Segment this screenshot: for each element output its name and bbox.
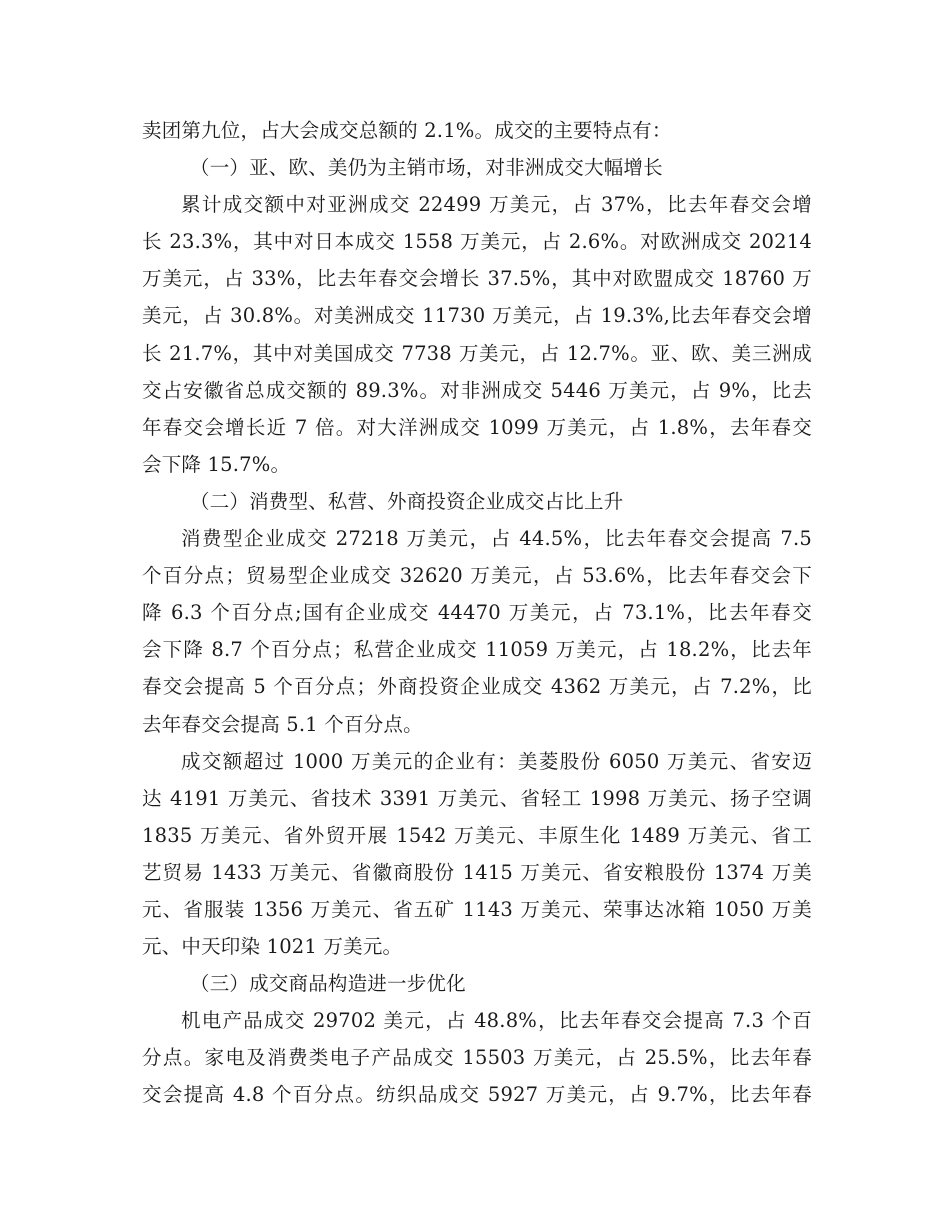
body-text-line: 去年春交会提高 5.1 个百分点。 [142,712,423,736]
body-text-line: 消费型企业成交 27218 万美元，占 44.5%，比去年春交会提高 7.5 [181,527,812,551]
section-heading-1: （一）亚、欧、美仍为主销市场，对非洲成交大幅增长 [190,156,663,180]
body-text-line: 机电产品成交 29702 美元，占 48.8%，比去年春交会提高 7.3 个百 [181,1009,812,1033]
body-text-line: 交会提高 4.8 个百分点。纺织品成交 5927 万美元，占 9.7%，比去年春 [142,1083,812,1107]
body-text-line: 累计成交额中对亚洲成交 22499 万美元，占 37%，比去年春交会增 [181,193,812,217]
body-text-line: 春交会提高 5 个百分点；外商投资企业成交 4362 万美元，占 7.2%，比 [142,675,812,699]
section-heading-2: （二）消费型、私营、外商投资企业成交占比上升 [190,489,624,513]
body-text-line: 长 23.3%，其中对日本成交 1558 万美元，占 2.6%。对欧洲成交 20214 [142,230,812,254]
body-text-line: 卖团第九位，占大会成交总额的 2.1%。成交的主要特点有： [142,119,672,142]
body-text-line: 长 21.7%，其中对美国成交 7738 万美元，占 12.7%。亚、欧、美三洲成 [142,341,812,365]
body-text-line: 元、省服装 1356 万美元、省五矿 1143 万美元、荣事达冰箱 1050 万美 [142,897,812,921]
body-text-line: 艺贸易 1433 万美元、省徽商股份 1415 万美元、省安粮股份 1374 万美 [142,860,812,884]
body-text-line: 1835 万美元、省外贸开展 1542 万美元、丰原生化 1489 万美元、省工 [142,823,812,847]
body-text-line: 降 6.3 个百分点;国有企业成交 44470 万美元，占 73.1%，比去年春交 [142,601,812,625]
body-text-line: 美元，占 30.8%。对美洲成交 11730 万美元，占 19.3%,比去年春交会增 [142,304,812,328]
body-text-line: 交占安徽省总成交额的 89.3%。对非洲成交 5446 万美元，占 9%，比去 [142,378,812,402]
body-text-line: 元、中天印染 1021 万美元。 [142,935,403,959]
body-text-line: 会下降 15.7%。 [142,452,291,476]
body-text-line: 万美元，占 33%，比去年春交会增长 37.5%，其中对欧盟成交 18760 万 [142,267,812,291]
body-text-line: 会下降 8.7 个百分点；私营企业成交 11059 万美元，占 18.2%，比去年 [142,638,812,662]
body-text-line: 个百分点；贸易型企业成交 32620 万美元，占 53.6%，比去年春交会下 [142,564,812,588]
section-heading-3: （三）成交商品构造进一步优化 [190,972,466,996]
body-text-line: 成交额超过 1000 万美元的企业有：美菱股份 6050 万美元、省安迈 [181,749,812,773]
document-page [142,112,812,1114]
body-text-line: 分点。家电及消费类电子产品成交 15503 万美元，占 25.5%，比去年春 [142,1046,812,1070]
body-text-line: 年春交会增长近 7 倍。对大洋洲成交 1099 万美元，占 1.8%，去年春交 [142,415,812,439]
body-text-line: 达 4191 万美元、省技术 3391 万美元、省轻工 1998 万美元、扬子空调 [142,786,812,810]
